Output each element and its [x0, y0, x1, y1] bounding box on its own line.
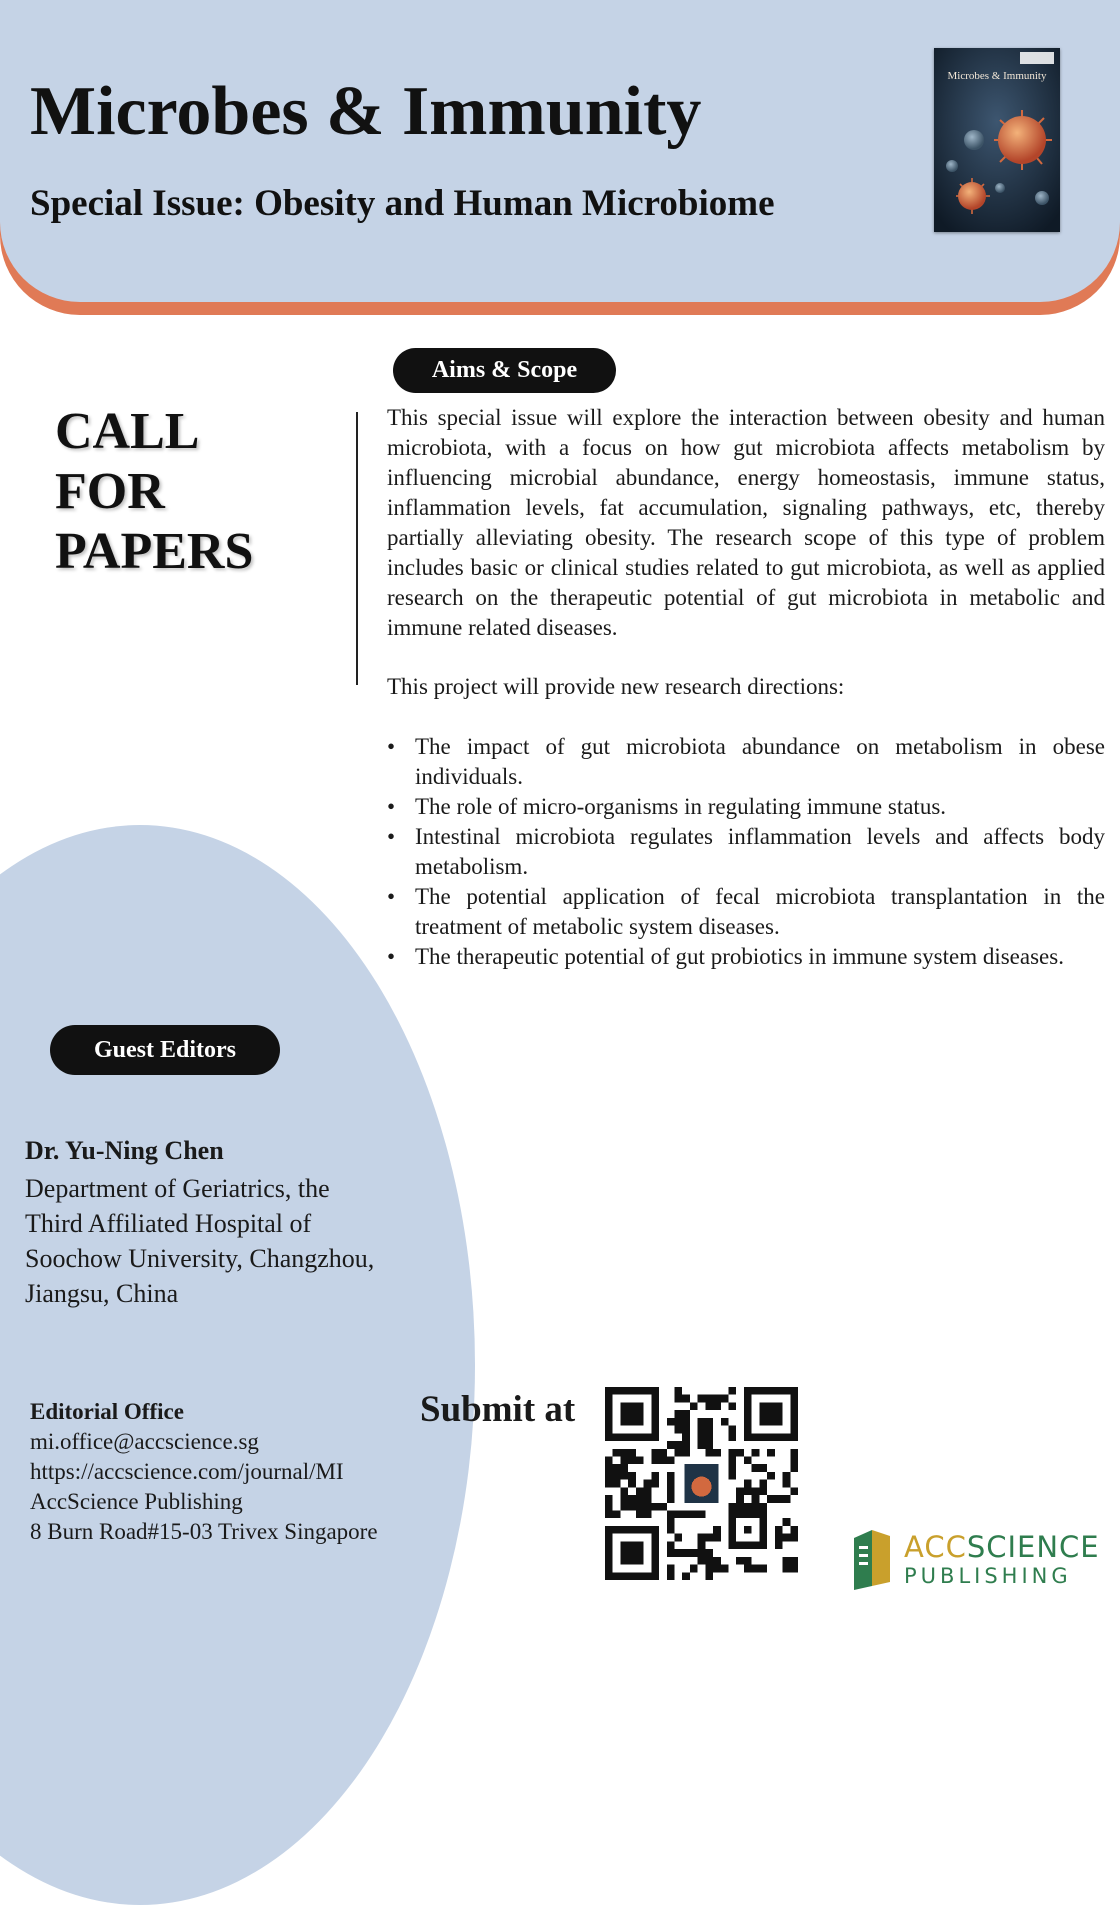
list-item: • Intestinal microbiota regulates inflammation levels and affects body metabolism. [387, 822, 1105, 882]
call-word: CALL [55, 403, 200, 460]
section-divider [356, 412, 358, 685]
editorial-url[interactable]: https://accscience.com/journal/MI [30, 1459, 344, 1484]
publisher-name: AccScience Publishing [30, 1489, 243, 1514]
header-banner [0, 0, 1120, 302]
aims-scope-text: This special issue will explore the interaction between obesity and human microbiota, with a focus on how gut microbiota affects metabolism by influencing microbial abundance, energy homeostasis, immune status, inflammation levels, fat accumulation, signaling pathways, etc, thereby partially alleviating obesity. The research scope of this type of problem includes basic or clinical studies related to gut microbiota, as well as applied research on the therapeutic potential of gut microbiota in metabolic and immune related diseases. [387, 405, 1105, 640]
logo-science-text: SCIENCE [966, 1530, 1100, 1564]
editorial-office-title: Editorial Office [30, 1399, 184, 1424]
list-item: • The potential application of fecal microbiota transplantation in the treatment of metabolic system diseases. [387, 882, 1105, 942]
logo-wordmark [904, 1530, 1100, 1564]
journal-cover-image [934, 48, 1060, 232]
special-issue-title: Special Issue: Obesity and Human Microbiome [30, 183, 775, 224]
editor-affiliation: Department of Geriatrics, the Third Affiliated Hospital of Soochow University, Changzhou, Jiangsu, China [25, 1174, 375, 1308]
accscience-logo [850, 1528, 1100, 1592]
list-item: • The therapeutic potential of gut probiotics in immune system diseases. [387, 942, 1105, 972]
publisher-address: 8 Burn Road#15-03 Trivex Singapore [30, 1519, 378, 1544]
journal-title: Microbes & Immunity [30, 73, 702, 150]
cover-title: Microbes & Immunity [947, 70, 1047, 82]
directions-intro: This project will provide new research directions: [387, 674, 845, 699]
book-logo-icon [850, 1528, 896, 1590]
submit-at-label: Submit at [420, 1389, 576, 1430]
guest-editors-label: Guest Editors [50, 1025, 280, 1075]
logo-acc-text: ACC [904, 1530, 967, 1564]
qr-code-icon[interactable] [605, 1387, 798, 1580]
list-item: • The role of micro-organisms in regulating immune status. [387, 792, 1105, 822]
aims-scope-label: Aims & Scope [393, 348, 616, 393]
background-blob [0, 825, 475, 1905]
logo-publishing-text: PUBLISHING [904, 1564, 1072, 1588]
editorial-email[interactable]: mi.office@accscience.sg [30, 1429, 259, 1454]
papers-word: PAPERS [55, 523, 254, 580]
research-directions-list [387, 732, 1105, 972]
list-item: • The impact of gut microbiota abundance on metabolism in obese individuals. [387, 732, 1105, 792]
call-for-papers-heading [55, 402, 253, 582]
for-word: FOR [55, 463, 165, 520]
editor-name: Dr. Yu-Ning Chen [25, 1136, 224, 1165]
